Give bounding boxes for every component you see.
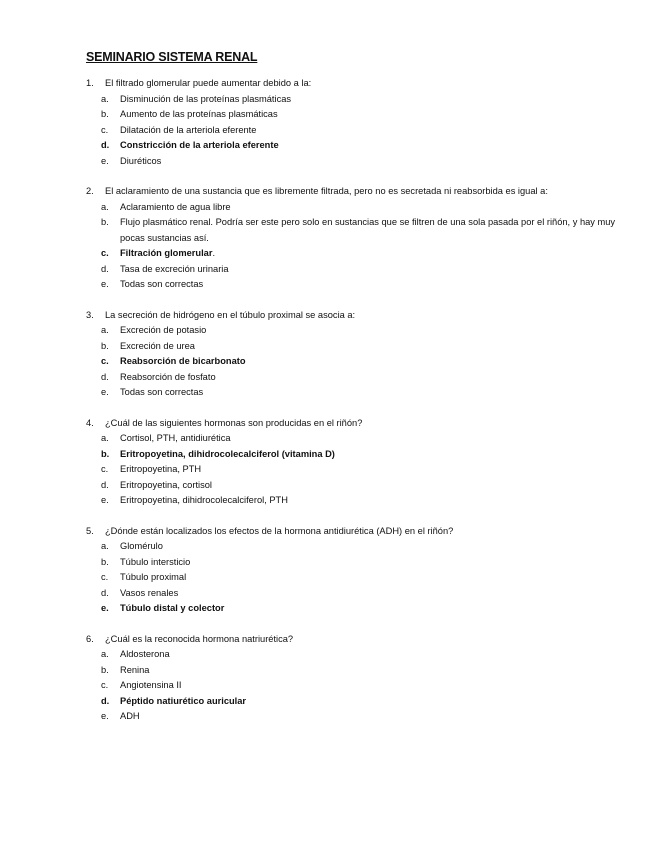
document-title: SEMINARIO SISTEMA RENAL (86, 50, 258, 64)
question-text: ¿Cuál de las siguientes hormonas son producidas en el riñón? (105, 417, 363, 428)
option-text: Disminución de las proteínas plasmáticas (120, 93, 292, 104)
option-letter: c. (101, 680, 109, 690)
option-text-suffix: . (212, 248, 216, 258)
question-number: 1. (86, 78, 94, 88)
option-letter: b. (101, 340, 109, 351)
option-text: ADH (120, 711, 140, 721)
question-1 (86, 76, 626, 169)
answer-option-3-2 (86, 339, 626, 355)
option-letter: d. (101, 371, 109, 382)
answer-option-1-4 (86, 138, 626, 154)
document-page (86, 50, 626, 740)
answer-options (86, 431, 626, 509)
answer-option-3-3 (86, 354, 626, 370)
option-letter: e. (101, 279, 109, 289)
answer-options (86, 323, 626, 401)
answer-option-5-3 (86, 570, 626, 586)
option-text: Todas son correctas (120, 279, 204, 289)
answer-options (86, 200, 626, 293)
option-letter: a. (101, 433, 109, 443)
answer-option-6-2 (86, 663, 626, 679)
answer-option-6-5 (86, 709, 626, 725)
question-number: 2. (86, 186, 94, 196)
option-letter: b. (101, 109, 109, 119)
option-text: Eritropoyetina, cortisol (120, 479, 212, 490)
answer-option-2-3 (86, 246, 626, 262)
question-4 (86, 416, 626, 509)
option-text: Aumento de las proteínas plasmáticas (120, 109, 278, 119)
question-list (86, 76, 626, 725)
answer-option-1-1 (86, 92, 626, 108)
option-text: Excreción de potasio (120, 325, 207, 335)
option-letter: c. (101, 572, 109, 582)
option-letter: d. (101, 479, 109, 490)
question-text: El aclaramiento de una sustancia que es libremente filtrada, pero no es secretada ni reabsorbida es igual a: (105, 186, 548, 196)
option-text: Flujo plasmático renal. Podría ser este pero solo en sustancias que se filtren de una sola pasada por el riñón, y hay muy pocas sustancias así. (120, 217, 616, 243)
answer-option-5-4 (86, 586, 626, 602)
question-text: ¿Cuál es la reconocida hormona natriurética? (105, 633, 294, 644)
option-text: Aldosterona (120, 649, 170, 659)
option-text: Angiotensina II (120, 680, 182, 690)
answer-option-4-4 (86, 478, 626, 494)
option-correct-text: Túbulo distal y colector (120, 603, 225, 613)
option-letter: a. (101, 201, 109, 212)
question-5 (86, 524, 626, 617)
option-text: Diuréticos (120, 155, 162, 166)
option-correct-text: Péptido natiurético auricular (120, 695, 247, 706)
answer-option-5-1 (86, 539, 626, 555)
answer-option-2-5 (86, 277, 626, 293)
answer-option-3-4 (86, 370, 626, 386)
answer-option-3-5 (86, 385, 626, 401)
option-letter: d. (101, 263, 109, 274)
option-letter: e. (101, 495, 109, 505)
question-number: 6. (86, 633, 94, 644)
option-letter: b. (101, 556, 109, 567)
option-letter: a. (101, 649, 109, 659)
option-text: Cortisol, PTH, antidiurética (120, 433, 231, 443)
option-text: Glomérulo (120, 541, 163, 551)
option-letter: d. (101, 587, 109, 598)
option-text: Eritropoyetina, PTH (120, 464, 202, 474)
option-letter: b. (101, 664, 109, 675)
question-text: La secreción de hidrógeno en el túbulo proximal se asocia a: (105, 309, 356, 320)
answer-option-2-4 (86, 262, 626, 278)
option-text: Renina (120, 664, 150, 675)
option-letter: e. (101, 155, 109, 166)
option-letter: b. (101, 448, 110, 459)
option-letter: e. (101, 603, 109, 613)
option-letter: d. (101, 695, 110, 706)
answer-option-4-2 (86, 447, 626, 463)
question-text: ¿Dónde están localizados los efectos de la hormona antidiurética (ADH) en el riñón? (105, 525, 454, 536)
option-text: Vasos renales (120, 587, 179, 598)
option-text: Tasa de excreción urinaria (120, 263, 229, 274)
option-text: Aclaramiento de agua libre (120, 201, 231, 212)
answer-option-6-3 (86, 678, 626, 694)
question-number: 3. (86, 309, 94, 320)
option-correct-text: Eritropoyetina, dihidrocolecalciferol (vitamina D) (120, 448, 335, 459)
answer-option-4-5 (86, 493, 626, 509)
option-letter: e. (101, 387, 109, 397)
option-text: Todas son correctas (120, 387, 204, 397)
answer-option-6-1 (86, 647, 626, 663)
question-number: 4. (86, 417, 94, 428)
answer-options (86, 647, 626, 725)
answer-option-1-2 (86, 107, 626, 123)
answer-option-2-2 (86, 215, 626, 246)
answer-option-1-3 (86, 123, 626, 139)
option-text: Eritropoyetina, dihidrocolecalciferol, PTH (120, 495, 288, 505)
answer-option-5-5 (86, 601, 626, 617)
question-number: 5. (86, 525, 94, 536)
answer-option-3-1 (86, 323, 626, 339)
option-text: Túbulo proximal (120, 572, 187, 582)
option-letter: b. (101, 217, 109, 227)
option-letter: c. (101, 464, 109, 474)
answer-option-2-1 (86, 200, 626, 216)
option-letter: a. (101, 541, 109, 551)
option-correct-text: Constricción de la arteriola eferente (120, 140, 279, 150)
question-3 (86, 308, 626, 401)
answer-options (86, 92, 626, 170)
answer-options (86, 539, 626, 617)
option-letter: a. (101, 325, 109, 335)
answer-option-4-1 (86, 431, 626, 447)
answer-option-1-5 (86, 154, 626, 170)
option-text: Excreción de urea (120, 340, 195, 351)
option-letter: c. (101, 124, 109, 135)
answer-option-5-2 (86, 555, 626, 571)
answer-option-6-4 (86, 694, 626, 710)
option-text: Dilatación de la arteriola eferente (120, 124, 257, 135)
option-letter: c. (101, 356, 109, 366)
answer-option-4-3 (86, 462, 626, 478)
question-2 (86, 184, 626, 293)
option-correct-text: Reabsorción de bicarbonato (120, 356, 246, 366)
question-text: El filtrado glomerular puede aumentar debido a la: (105, 78, 312, 88)
option-letter: e. (101, 711, 109, 721)
option-correct-text: Filtración glomerular (120, 248, 213, 258)
question-6 (86, 632, 626, 725)
option-text: Túbulo intersticio (120, 556, 191, 567)
option-letter: c. (101, 248, 109, 258)
option-letter: d. (101, 140, 110, 150)
option-text: Reabsorción de fosfato (120, 371, 216, 382)
option-letter: a. (101, 93, 109, 104)
